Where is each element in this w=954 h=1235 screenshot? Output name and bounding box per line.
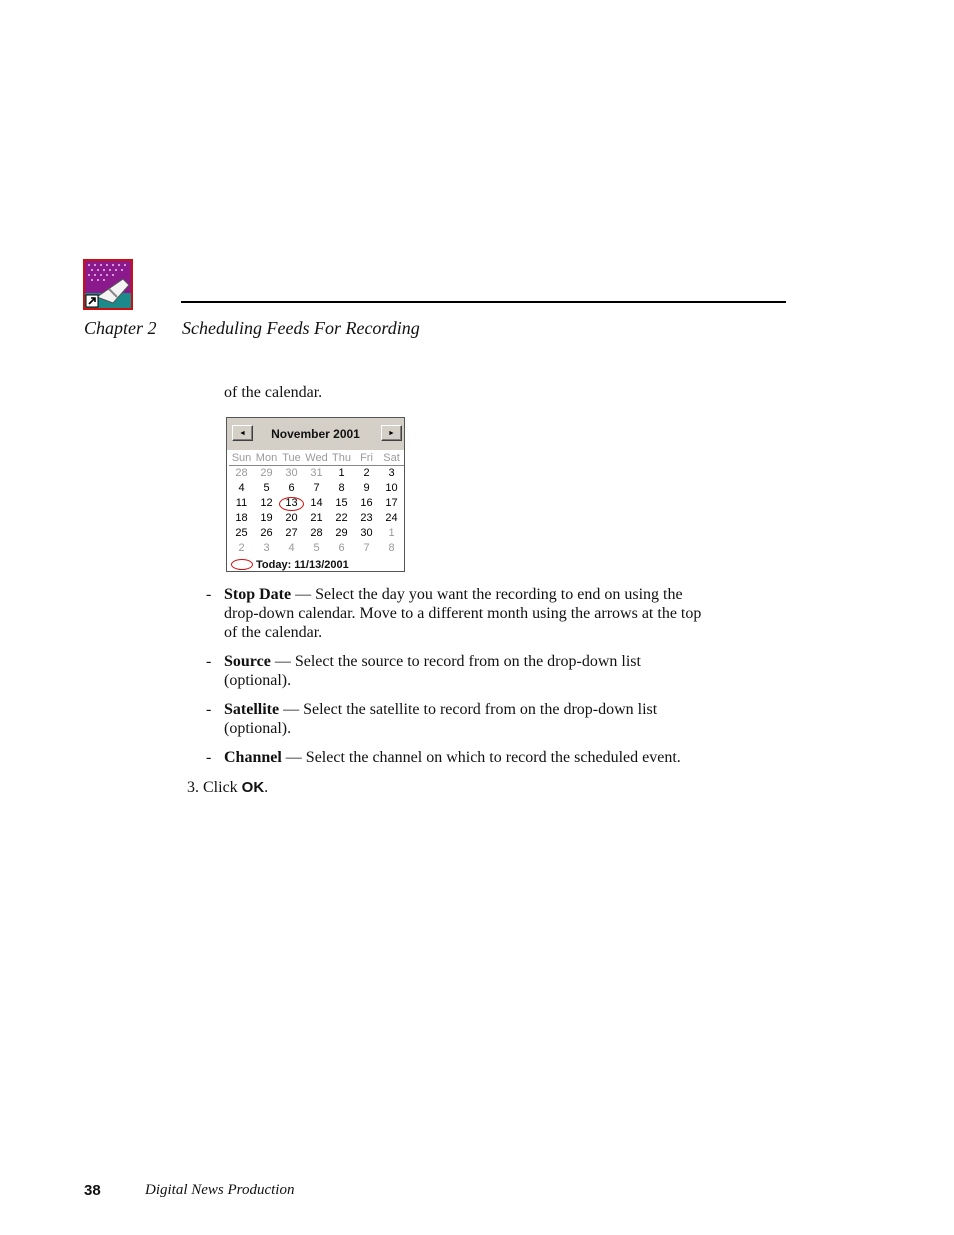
bullet-marker: - bbox=[206, 749, 212, 766]
bullet-marker: - bbox=[206, 653, 212, 670]
today-label: Today: 11/13/2001 bbox=[256, 558, 349, 571]
weekday-label: Sun bbox=[231, 452, 252, 464]
ok-button-label: OK bbox=[241, 779, 265, 796]
calendar-day[interactable]: 22 bbox=[335, 512, 348, 524]
calendar-day[interactable]: 17 bbox=[385, 497, 398, 509]
list-item-channel bbox=[224, 748, 734, 767]
term-channel: Channel bbox=[224, 749, 282, 766]
calendar-day[interactable]: 6 bbox=[338, 542, 345, 554]
app-logo-icon bbox=[83, 259, 133, 310]
weekday-label: Mon bbox=[255, 452, 278, 464]
weekday-label: Sat bbox=[383, 452, 400, 464]
calendar-day[interactable]: 11 bbox=[235, 497, 248, 509]
calendar-day[interactable]: 15 bbox=[335, 497, 348, 509]
calendar-day[interactable]: 7 bbox=[313, 482, 320, 494]
stop-date-line3: of the calendar. bbox=[224, 624, 323, 641]
calendar-day[interactable]: 2 bbox=[363, 467, 370, 479]
calendar-day[interactable]: 4 bbox=[288, 542, 295, 554]
source-line2: (optional). bbox=[224, 672, 292, 689]
calendar-day[interactable]: 26 bbox=[260, 527, 273, 539]
calendar-day[interactable]: 16 bbox=[360, 497, 373, 509]
calendar-day[interactable]: 10 bbox=[385, 482, 398, 494]
calendar-day[interactable]: 31 bbox=[310, 467, 323, 479]
weekday-header-row bbox=[229, 451, 404, 466]
calendar-month-title: November 2001 bbox=[271, 427, 360, 441]
list-item-satellite bbox=[224, 700, 734, 738]
calendar-day[interactable]: 14 bbox=[310, 497, 323, 509]
calendar-day[interactable]: 9 bbox=[363, 482, 370, 494]
next-month-button[interactable] bbox=[381, 425, 402, 441]
intro-text: of the calendar. bbox=[224, 384, 323, 401]
calendar-day[interactable]: 3 bbox=[388, 467, 395, 479]
page-number: 38 bbox=[84, 1182, 101, 1199]
calendar-day[interactable]: 5 bbox=[263, 482, 270, 494]
weekday-label: Fri bbox=[360, 452, 373, 464]
today-link[interactable] bbox=[231, 558, 349, 571]
calendar-day[interactable]: 30 bbox=[285, 467, 298, 479]
satellite-line2: (optional). bbox=[224, 720, 292, 737]
calendar-day[interactable]: 29 bbox=[260, 467, 273, 479]
chapter-title: Scheduling Feeds For Recording bbox=[182, 318, 420, 338]
calendar-day[interactable]: 20 bbox=[285, 512, 298, 524]
calendar-day[interactable]: 3 bbox=[263, 542, 270, 554]
term-satellite: Satellite bbox=[224, 701, 280, 718]
calendar-day-selected[interactable]: 13 bbox=[279, 496, 304, 511]
satellite-line1: — Select the satellite to record from on the drop-down list bbox=[279, 701, 658, 718]
calendar-day[interactable]: 23 bbox=[360, 512, 373, 524]
book-title: Digital News Production bbox=[145, 1182, 295, 1198]
calendar-day[interactable]: 19 bbox=[260, 512, 273, 524]
list-item-source bbox=[224, 652, 734, 690]
bullet-marker: - bbox=[206, 586, 212, 603]
calendar-day[interactable]: 29 bbox=[335, 527, 348, 539]
calendar-day[interactable]: 28 bbox=[310, 527, 323, 539]
arrow-right-icon: ► bbox=[388, 429, 395, 437]
calendar-header bbox=[227, 418, 404, 450]
calendar-day[interactable]: 5 bbox=[313, 542, 320, 554]
calendar-day[interactable]: 7 bbox=[363, 542, 370, 554]
header-rule bbox=[181, 301, 786, 303]
calendar-day[interactable]: 18 bbox=[235, 512, 248, 524]
calendar-day[interactable]: 8 bbox=[388, 542, 395, 554]
calendar-day[interactable]: 28 bbox=[235, 467, 248, 479]
step-3 bbox=[187, 778, 268, 797]
stop-date-line1: — Select the day you want the recording to end on using the bbox=[291, 586, 683, 603]
calendar-day[interactable]: 4 bbox=[238, 482, 245, 494]
today-circle-icon bbox=[231, 559, 253, 570]
calendar-day[interactable]: 8 bbox=[338, 482, 345, 494]
calendar-day[interactable]: 1 bbox=[388, 527, 395, 539]
calendar-day[interactable]: 25 bbox=[235, 527, 248, 539]
calendar-day[interactable]: 12 bbox=[260, 497, 273, 509]
list-item-stop-date bbox=[224, 585, 734, 642]
step-3-prefix: 3. Click bbox=[187, 779, 242, 796]
calendar-day[interactable]: 24 bbox=[385, 512, 398, 524]
calendar-day[interactable]: 1 bbox=[338, 467, 345, 479]
stop-date-line2: drop-down calendar. Move to a different month using the arrows at the top bbox=[224, 605, 702, 622]
calendar-widget bbox=[226, 417, 405, 572]
calendar-day[interactable]: 21 bbox=[310, 512, 323, 524]
source-line1: — Select the source to record from on the drop-down list bbox=[270, 653, 641, 670]
term-source: Source bbox=[224, 653, 271, 670]
term-stop-date: Stop Date bbox=[224, 586, 292, 603]
calendar-day-grid bbox=[229, 466, 404, 556]
chapter-label: Chapter 2 bbox=[84, 318, 157, 338]
arrow-left-icon: ◄ bbox=[239, 429, 246, 437]
weekday-label: Thu bbox=[332, 452, 351, 464]
calendar-day[interactable]: 27 bbox=[285, 527, 298, 539]
calendar-day[interactable]: 6 bbox=[288, 482, 295, 494]
calendar-day[interactable]: 2 bbox=[238, 542, 245, 554]
weekday-label: Tue bbox=[282, 452, 301, 464]
step-3-suffix: . bbox=[264, 779, 269, 796]
bullet-marker: - bbox=[206, 701, 212, 718]
channel-line1: — Select the channel on which to record the scheduled event. bbox=[281, 749, 681, 766]
weekday-label: Wed bbox=[305, 452, 328, 464]
calendar-day[interactable]: 30 bbox=[360, 527, 373, 539]
